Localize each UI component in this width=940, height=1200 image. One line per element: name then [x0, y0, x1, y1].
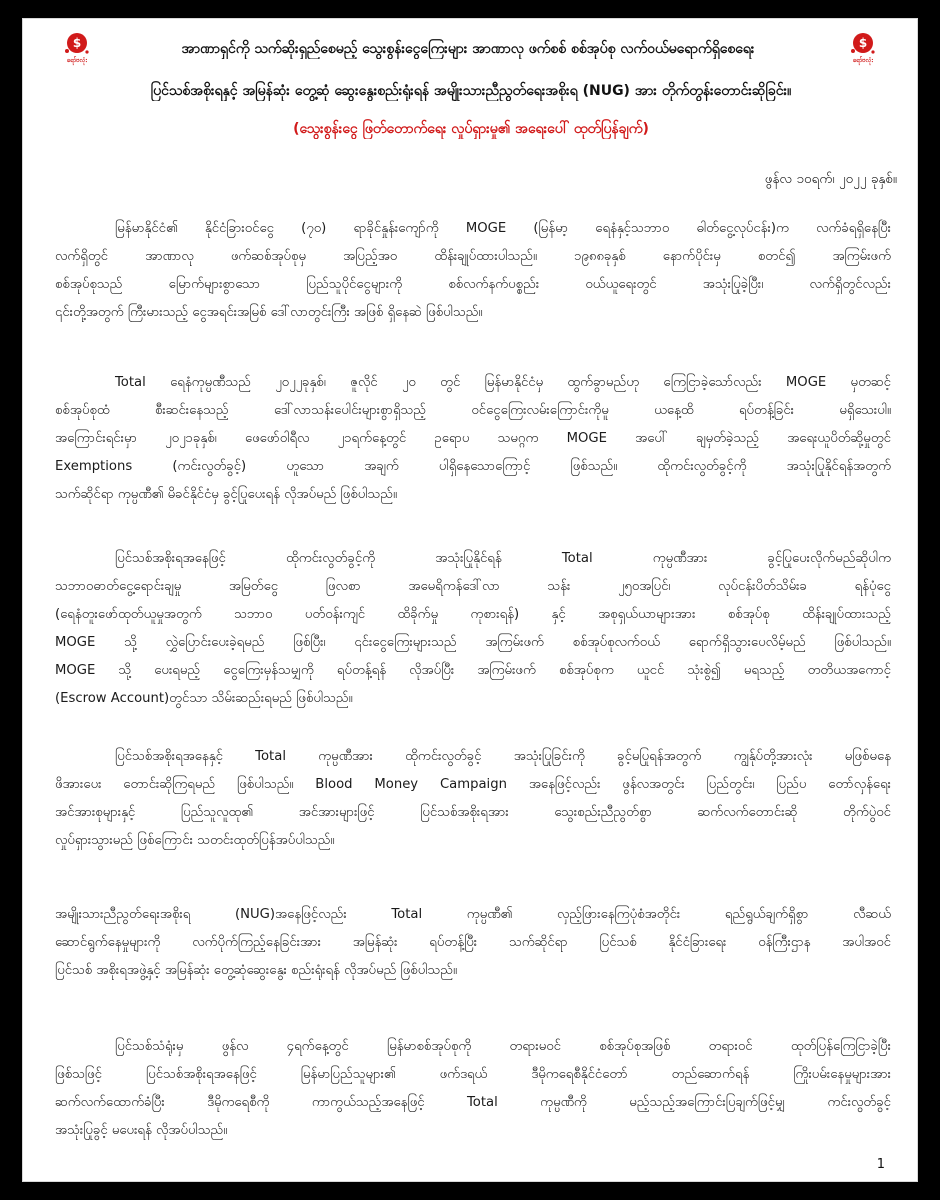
paragraph-line: စစ်အုပ်စုထံ စီးဆင်းနေသည့် ဒေါ်လာသန်းပေါင်းများစွာရှိသည့် ဝင်ငွေကြေးလမ်းကြောင်းကိုမူ ယနေ့ထိ ရပ်တန့်ခြင်း မရှိသေးပါ။	[55, 403, 891, 418]
logo-caption-left: ရော်ဗလုံး	[67, 57, 87, 64]
paragraph-line: မြန်မာနိုင်ငံ၏ နိုင်ငံခြားဝင်ငွေ (၇၀) ရာခိုင်နှုန်းကျော်ကို MOGE (မြန်မာ့ ရေနံနှင့်သဘာဝ ဓါတ်ငွေ့လုပ်ငန်း)က လက်ခံရရှိနေပြီး	[115, 221, 891, 236]
paragraph-line: စစ်အုပ်စုသည် မြောက်များစွာသော ပြည်သူပိုင်ငွေများကို စစ်လက်နက်ပစ္စည်း ဝယ်ယူရေးတွင် အသုံးပြုခဲ့ပြီး၊ လက်ရှိတွင်လည်း	[55, 277, 891, 292]
campaign-logo-left	[59, 31, 95, 71]
paragraph-line: (Escrow Account)တွင်သာ သိမ်းဆည်းရမည် ဖြစ်ပါသည်။	[55, 691, 353, 706]
paragraph-6	[55, 1033, 891, 1145]
paragraph-line: လှုပ်ရှားသွားမည် ဖြစ်ကြောင်း သတင်းထုတ်ပြန်အပ်ပါသည်။	[55, 833, 335, 848]
paragraph-line: MOGE သို့ ပေးရမည့် ငွေကြေးမှန်သမျှကို ရပ်တန့်ရန် လိုအပ်ပြီး အကြမ်းဖက် စစ်အုပ်စုက ယူငင် သုံးစွဲ၍ မရသည့် တတိယအကောင့်	[55, 663, 891, 678]
document-subtitle: (သွေးစွန်းငွေ ဖြတ်တောက်ရေး လှုပ်ရှားမှု၏ အရေးပေါ် ထုတ်ပြန်ချက်)	[293, 121, 649, 137]
paragraph-line: ပြင်သစ်အစိုးရအနေဖြင့် ထိုကင်းလွတ်ခွင့်ကို အသုံးပြုနိုင်ရန် Total ကုမ္ပဏီအား ခွင့်ပြုပေးလိုက်မည်ဆိုပါက	[115, 551, 891, 566]
page-number: 1	[876, 1157, 885, 1172]
paragraph-line: MOGE သို့ လွှဲပြောင်းပေးခဲ့ရမည် ဖြစ်ပြီး၊ ၎င်းငွေကြေးများသည် အကြမ်းဖက် စစ်အုပ်စုလက်ဝယ် ရောက်ရှိသွားပေလိမ့်မည် ဖြစ်ပါသည်။	[55, 635, 891, 650]
svg-text:$: $	[858, 36, 868, 50]
paragraph-2	[55, 369, 891, 509]
paragraph-line: အသုံးပြုခွင့် မပေးရန် လိုအပ်ပါသည်။	[55, 1123, 228, 1138]
paragraph-4	[55, 743, 891, 855]
paragraph-line: အင်အားစုများနှင့် ပြည်သူလူထု၏ အင်အားများဖြင့် ပြင်သစ်အစိုးရအား သွေးစည်းညီညွတ်စွာ ဆက်လက်တောင်းဆို တိုက်ပွဲဝင်	[55, 805, 891, 820]
paragraph-line: Total ရေနံကုမ္ပဏီသည် ၂၀၂၂ခုနှစ်၊ ဇူလိုင် ၂၀ တွင် မြန်မာနိုင်ငံမှ ထွက်ခွာမည်ဟု ကြေငြာခဲ့သော်လည်း MOGE မှတဆင့်	[115, 375, 891, 390]
paragraph-line: ပြင်သစ်သံရုံးမှ ဖွန်လ ၄ရက်နေ့တွင် မြန်မာစစ်အုပ်စုကို တရားမဝင် စစ်အုပ်စုအဖြစ် တရားဝင် ထုတ်ပြန်ကြေငြာခဲ့ပြီး	[115, 1039, 891, 1054]
svg-text:$: $	[72, 36, 82, 50]
campaign-logo-right	[845, 31, 881, 71]
paragraph-line: သက်ဆိုင်ရာ ကုမ္ပဏီ၏ မိခင်နိုင်ငံမှ ခွင့်ပြုပေးရန် လိုအပ်မည် ဖြစ်ပါသည်။	[55, 487, 398, 502]
paragraph-line: ပြင်သစ် အစိုးရအဖွဲ့နှင့် အမြန်ဆုံး တွေ့ဆုံဆွေးနွေး စည်းရုံးရန် လိုအပ်မည် ဖြစ်ပါသည်။	[55, 963, 458, 978]
paragraph-3	[55, 545, 891, 713]
paragraph-line: လက်ရှိတွင် အာဏာလု ဖက်ဆစ်အုပ်စုမှ အပြည့်အဝ ထိန်းချုပ်ထားပါသည်။ ၁၉၈၈ခုနှစ် နောက်ပိုင်းမှ စတင်၍ အကြမ်းဖက်	[55, 249, 891, 264]
paragraph-line: (ရေနံတူးဖော်ထုတ်ယူမှုအတွက် သဘာဝ ပတ်ဝန်းကျင် ထိခိုက်မှု ကုစားရန်) နှင့် အစုရှယ်ယာများအား စစ်အုပ်စု ထိန်းချုပ်ထားသည့်	[55, 607, 891, 622]
paragraph-line: ဆက်လက်ထောက်ခံပြီး ဒီမိုကရေစီကို ကာကွယ်သည့်အနေဖြင့် Total ကုမ္ပဏီကို မည့်သည့်အကြောင်းပြချက်ဖြင့်မျှ ကင်းလွတ်ခွင့်	[55, 1095, 891, 1110]
paragraph-line: ပြင်သစ်အစိုးရအနေနှင့် Total ကုမ္ပဏီအား ထိုကင်းလွတ်ခွင့် အသုံးပြုခြင်းကို ခွင့်မပြုရန်အတွက် ကျွန်ုပ်တို့အားလုံး မဖြစ်မနေ	[115, 749, 891, 764]
paragraph-1	[55, 215, 891, 327]
paragraph-5	[55, 901, 891, 985]
logo-caption-right: ရော်ဗလုံး	[853, 57, 873, 64]
paragraph-line: Exemptions (ကင်းလွတ်ခွင့်) ဟူသော အချက် ပါရှိနေသောကြောင့် ဖြစ်သည်။ ထိုကင်းလွတ်ခွင့်ကို အသုံးပြုနိုင်ရန်အတွက်	[55, 459, 891, 474]
blood-drop-logo-icon	[59, 31, 95, 57]
document-title-line-1: အာဏာရှင်ကို သက်ဆိုးရှည်စေမည့် သွေးစွန်းငွေကြေးများ အာဏာလု ဖက်စစ် စစ်အုပ်စု လက်ဝယ်မရောက်ရှိစေရေး	[181, 41, 755, 57]
blood-drop-logo-icon	[845, 31, 881, 57]
document-title-line-2: ပြင်သစ်အစိုးရနှင့် အမြန်ဆုံး တွေ့ဆုံ ဆွေးနွေးစည်းရုံးရန် အမျိုးသားညီညွတ်ရေးအစိုးရ (NUG) အား တိုက်တွန်းတောင်းဆိုခြင်း။	[150, 83, 792, 99]
paragraph-line: သဘာဝဓာတ်ငွေ့ရောင်းချမှု အမြတ်ငွေ ဖြလစာ အမေရိကန်ဒေါ်လာ သန်း ၂၅၀အပြင်၊ လုပ်ငန်းပိတ်သိမ်းခ ရန်ပုံငွေ	[55, 579, 891, 594]
document-date: ဖွန်လ ၁၀ရက်၊ ၂၀၂၂ ခုနှစ်။	[764, 171, 897, 187]
paragraph-line: အမျိုးသားညီညွတ်ရေးအစိုးရ (NUG)အနေဖြင့်လည်း Total ကုမ္ပဏီ၏ လှည့်ဖြားနေကြပုံစံအတိုင်း ရည်ရွယ်ချက်ရှိစွာ လီဆယ်	[55, 907, 891, 922]
paragraph-line: ၎င်းတို့အတွက် ကြီးမားသည့် ငွေအရင်းအမြစ် ဒေါ်လာတွင်းကြီး အဖြစ် ရှိနေဆဲ ဖြစ်ပါသည်။	[55, 305, 483, 320]
paragraph-line: ဆောင်ရွက်နေမှုများကို လက်ပိုက်ကြည့်နေခြင်းအား အမြန်ဆုံး ရပ်တန့်ပြီး သက်ဆိုင်ရာ ပြင်သစ် နိုင်ငံခြားရေး ဝန်ကြီးဌာန အပါအဝင်	[55, 935, 891, 950]
document-page	[22, 18, 918, 1182]
paragraph-line: ဖိအားပေး တောင်းဆိုကြရမည် ဖြစ်ပါသည်။ Blood Money Campaign အနေဖြင့်လည်း ဖွန်လအတွင်း ပြည်တွင်း၊ ပြည်ပ တော်လှန်ရေး	[55, 777, 891, 792]
paragraph-line: ဖြစ်သဖြင့် ပြင်သစ်အစိုးရအနေဖြင့် မြန်မာပြည်သူများ၏ ဖက်ဒရယ် ဒီမိုကရေစီနိုင်ငံတော် တည်ဆောက်ရန် ကြိုးပမ်းနေမှုများအား	[55, 1067, 891, 1082]
paragraph-line: အကြောင်းရင်းမှာ ၂၀၂၁ခုနှစ်၊ ဖေဖော်ဝါရီလ ၂၁ရက်နေ့တွင် ဥရောပ သမဂ္ဂက MOGE အပေါ် ချမှတ်ခဲ့သည့် အရေးယူပိတ်ဆို့မှုတွင်	[55, 431, 891, 446]
